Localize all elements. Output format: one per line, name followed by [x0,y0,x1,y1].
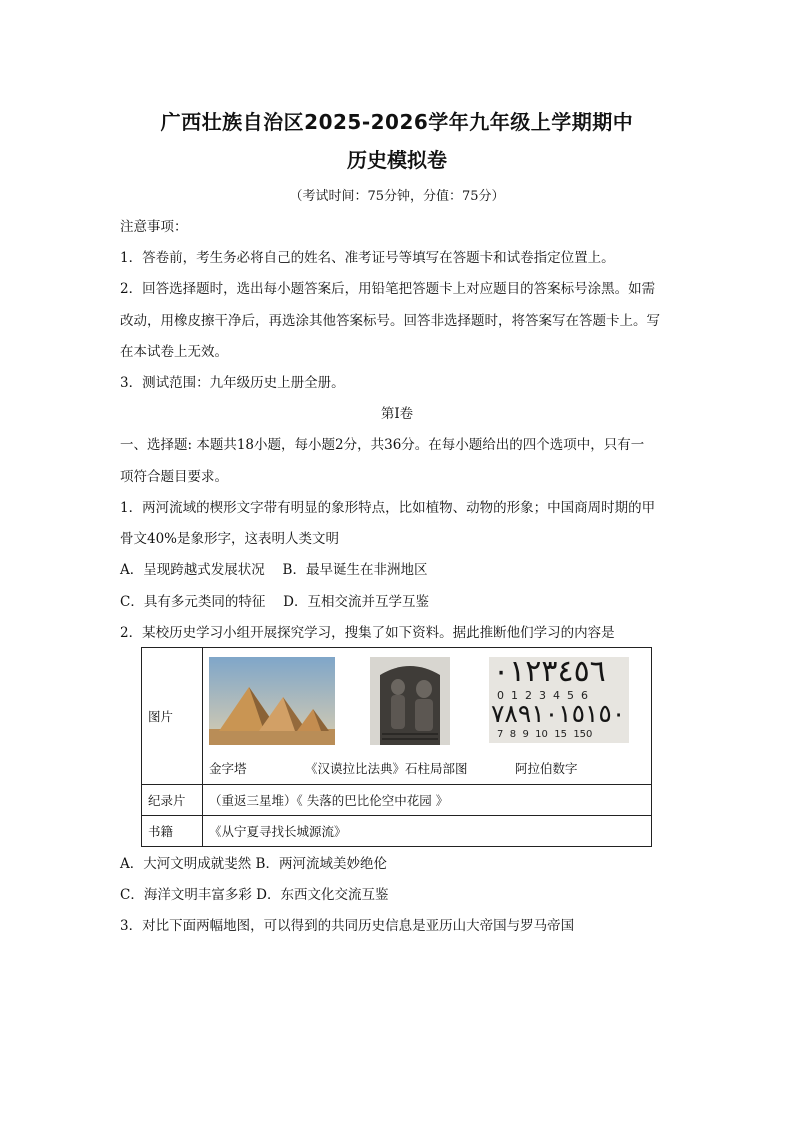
question-1-options-cd: C．具有多元类同的特征 D．互相交流并互学互鉴 [120,594,429,610]
western-digits-bottom: 7 8 9 10 15 150 [497,729,593,740]
hammurabi-stele-image [370,657,450,745]
table-row-label-books: 书籍 [142,816,203,847]
question-2-material-table [141,647,652,847]
notice-item-1: 1．答卷前，考生务必将自己的姓名、准考证号等填写在答题卡和试卷指定位置上。 [120,250,615,266]
table-row-label-documentary: 纪录片 [142,785,203,816]
table-cell-books: 《从宁夏寻找长城源流》 [203,816,652,847]
notice-item-3: 3．测试范围：九年级历史上册全册。 [120,375,345,391]
question-1-stem-line-1: 1．两河流域的楔形文字带有明显的象形特点，比如植物、动物的形象；中国商周时期的甲 [120,500,656,516]
notice-heading: 注意事项： [120,219,188,235]
western-digits-top: 0 1 2 3 4 5 6 [497,689,588,702]
table-row-label-pictures: 图片 [142,648,203,785]
notice-item-2-line-1: 2．回答选择题时，选出每小题答案后，用铅笔把答题卡上对应题目的答案标号涂黑。如需 [120,281,656,297]
caption-arabic-numerals: 阿拉伯数字 [515,761,578,776]
question-2-stem: 2．某校历史学习小组开展探究学习，搜集了如下资料。据此推断他们学习的内容是 [120,625,615,641]
notice-item-2-line-3: 在本试卷上无效。 [120,344,228,360]
exam-info: （考试时间：75分钟，分值：75分） [289,189,505,204]
section-intro-line-2: 项符合题目要求。 [120,469,228,485]
arabic-digits-bottom: ٧٨٩١٠١٥١٥٠ [491,699,626,728]
exam-title: 广西壮族自治区2025-2026学年九年级上学期期中 [160,110,634,134]
arabic-digits-top: ٠١٢٣٤٥٦ [493,657,606,689]
section-intro-line-1: 一、选择题: 本题共18小题，每小题2分，共36分。在每小题给出的四个选项中，只有一 [120,437,645,453]
pyramids-image [209,657,335,745]
question-2-options-ab: A．大河文明成就斐然 B．两河流域美妙绝伦 [120,856,387,872]
notice-item-2-line-2: 改动，用橡皮擦干净后，再选涂其他答案标号。回答非选择题时，将答案写在答题卡上。写 [120,313,660,329]
question-3-stem: 3．对比下面两幅地图，可以得到的共同历史信息是亚历山大帝国与罗马帝国 [120,918,575,934]
arabic-numerals-image [489,657,629,743]
table-cell-documentary: （重返三星堆）《 失落的巴比伦空中花园 》 [203,785,652,816]
caption-pyramids: 金字塔 [209,761,247,776]
question-1-options-ab: A．呈现跨越式发展状况 B．最早诞生在非洲地区 [120,562,428,578]
exam-subtitle: 历史模拟卷 [347,148,447,172]
volume-heading: 第I卷 [380,406,414,422]
table-cell-pictures [203,648,652,785]
question-2-options-cd: C．海洋文明丰富多彩 D．东西文化交流互鉴 [120,887,389,903]
question-1-stem-line-2: 骨文40%是象形字，这表明人类文明 [120,531,340,547]
caption-hammurabi: 《汉谟拉比法典》石柱局部图 [305,761,468,776]
